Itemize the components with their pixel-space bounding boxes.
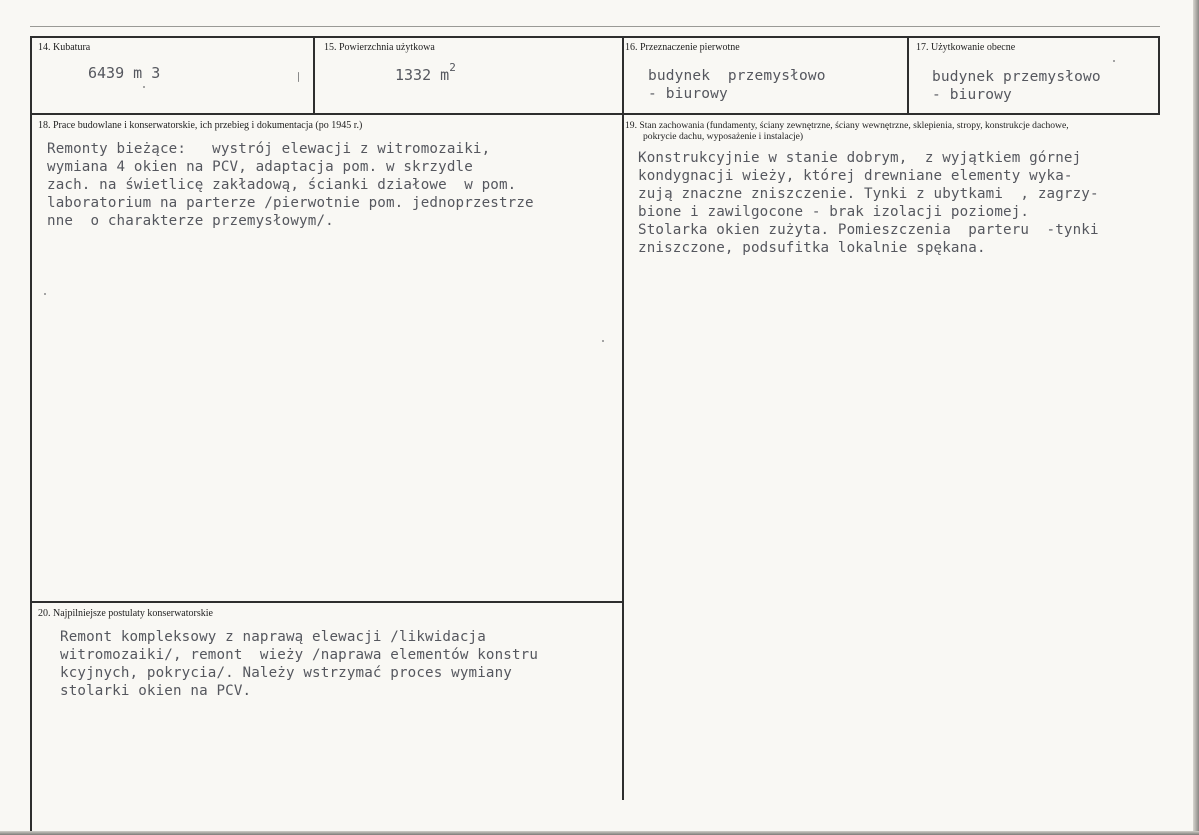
scan-speck [1113,60,1115,62]
field-19-label-line-1: 19. Stan zachowania (fundamenty, ściany zewnętrzne, ściany wewnętrzne, sklepienia, stropy, konstrukcje dachowe, [625,120,1069,131]
field-19-line-6: zniszczone, podsufitka lokalnie spękana. [638,240,986,256]
field-18-line-3: zach. na świetlicę zakładową, ścianki działowe w pom. [47,177,517,193]
field-16-label: 16. Przeznaczenie pierwotne [625,42,740,53]
field-17-line-1: budynek przemysłowo [932,69,1101,85]
field-19-line-3: zują znaczne zniszczenie. Tynki z ubytkami , zagrzy- [638,186,1099,202]
field-15-label: 15. Powierzchnia użytkowa [324,42,435,53]
field-19-line-4: bione i zawilgocone - brak izolacji poziomej. [638,204,1030,220]
field-20-line-3: kcyjnych, pokrycia/. Należy wstrzymać proces wymiany [60,665,512,681]
field-20-line-1: Remont kompleksowy z naprawą elewacji /likwidacja [60,629,486,645]
scan-speck [298,72,299,82]
center-divider [622,36,624,800]
paper-edge-bottom [0,831,1199,835]
right-border [1158,36,1160,114]
field-16-line-2: - biurowy [648,86,728,102]
field-18-line-1: Remonty bieżące: wystrój elewacji z witromozaiki, [47,141,491,157]
field-14-value: 6439 m 3 [88,64,161,82]
field-15-value: 1332 m [395,66,450,84]
field-17-line-2: - biurowy [932,87,1012,103]
field-20-line-4: stolarki okien na PCV. [60,683,252,699]
row1-top-border [30,36,1160,38]
field-19-line-2: kondygnacji wieży, której drewniane elementy wyka- [638,168,1073,184]
field-15-value-group [395,61,456,84]
field-18-line-5: nne o charakterze przemysłowym/. [47,213,334,229]
paper-edge-right [1193,0,1199,835]
field-14-label: 14. Kubatura [38,42,91,53]
section20-top-border [30,601,622,603]
field-19-line-5: Stolarka okien zużyta. Pomieszczenia parteru -tynki [638,222,1099,238]
field-18-line-4: laboratorium na parterze /pierwotnie pom. jednoprzestrze [47,195,534,211]
field-16-line-1: budynek przemysłowo [648,68,826,84]
scan-speck [602,340,604,342]
field-17-label: 17. Użytkowanie obecne [916,42,1016,53]
field-20-label: 20. Najpilniejsze postulaty konserwatorskie [38,608,213,619]
top-divider [30,26,1160,27]
field-18-label: 18. Prace budowlane i konserwatorskie, ich przebieg i dokumentacja (po 1945 r.) [38,120,363,131]
scan-speck [143,86,145,88]
field-19-label-line-2: pokrycie dachu, wyposażenie i instalacje) [643,131,804,142]
divider-14-15 [313,36,315,114]
field-19-line-1: Konstrukcyjnie w stanie dobrym, z wyjątkiem górnej [638,150,1082,166]
scan-speck [44,293,46,295]
field-15-unit-superscript: 2 [449,61,456,74]
field-20-line-2: witromozaiki/, remont wieży /naprawa elementów konstru [60,647,539,663]
divider-16-17 [907,36,909,114]
field-18-line-2: wymiana 4 okien na PCV, adaptacja pom. w skrzydle [47,159,473,175]
left-border [30,36,32,835]
row1-bottom-border [30,113,1160,115]
